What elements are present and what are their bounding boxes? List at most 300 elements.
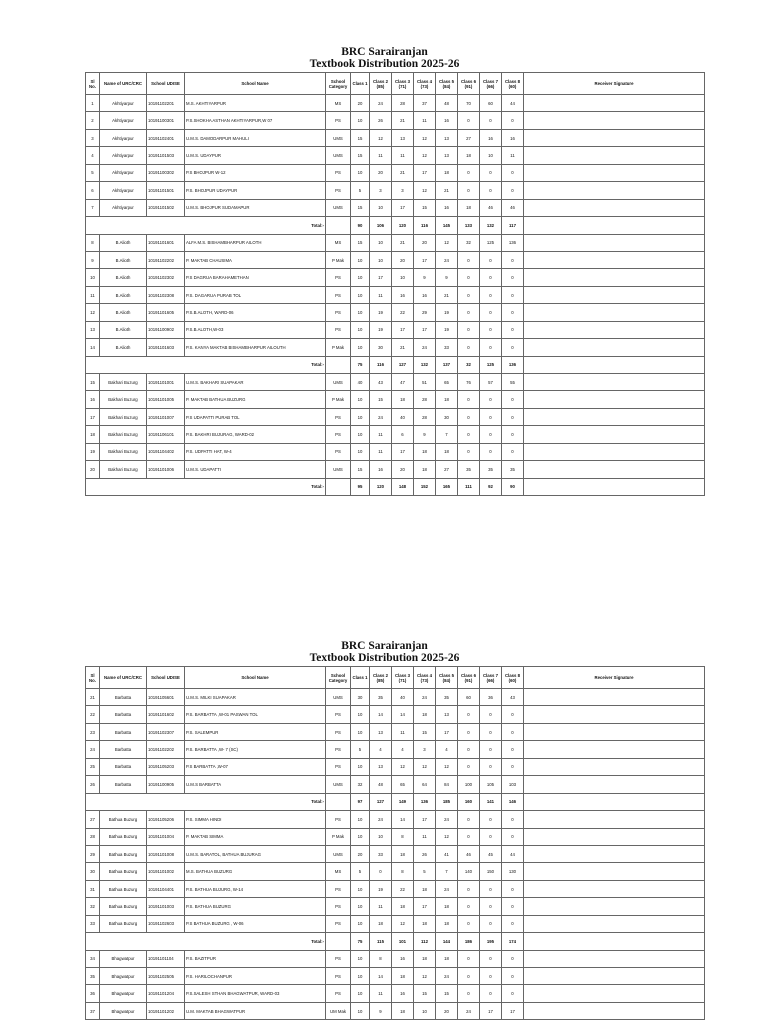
cell-class-7: 105 <box>480 776 502 793</box>
cell-category: UMS <box>326 776 351 793</box>
cell-urc: Barbatta <box>100 723 147 740</box>
table-row <box>86 234 705 251</box>
cell-class-3: 8 <box>392 828 414 845</box>
cell-class-7: 36 <box>480 689 502 706</box>
cell-class-7: 16 <box>480 129 502 146</box>
cell-sl: 32 <box>86 898 100 915</box>
cell-udise: 10191105206 <box>147 811 185 828</box>
cell-category: UMS <box>326 374 351 391</box>
cell-urc: Bhagwatpur <box>100 968 147 985</box>
cell-category: UMS <box>326 689 351 706</box>
cell-class-8: 0 <box>502 880 524 897</box>
total-class-5: 185 <box>436 793 458 810</box>
cell-sl: 5 <box>86 164 100 181</box>
cell-sl: 23 <box>86 723 100 740</box>
cell-urc: Bathua Buzurg <box>100 915 147 932</box>
table-row <box>86 374 705 391</box>
table-row <box>86 706 705 723</box>
cell-class-6: 0 <box>458 286 480 303</box>
cell-class-8: 0 <box>502 321 524 338</box>
cell-class-2: 0 <box>370 863 392 880</box>
cell-sl: 30 <box>86 863 100 880</box>
cell-class-4: 18 <box>414 915 436 932</box>
cell-class-4: 28 <box>414 391 436 408</box>
cell-class-2: 11 <box>370 147 392 164</box>
signature-cell <box>524 898 705 915</box>
cell-class-8: 0 <box>502 915 524 932</box>
cell-class-6: 0 <box>458 758 480 775</box>
cell-class-8: 0 <box>502 985 524 1002</box>
cell-class-2: 19 <box>370 304 392 321</box>
cell-class-5: 19 <box>436 304 458 321</box>
cell-class-3: 21 <box>392 339 414 356</box>
cell-class-2: 11 <box>370 286 392 303</box>
cell-school-name: U.M.S. DAMODARPUR MAHULI <box>185 129 326 146</box>
total-class-8: 174 <box>502 933 524 950</box>
total-row <box>86 933 705 950</box>
cell-class-6: 18 <box>458 147 480 164</box>
cell-category: PS <box>326 950 351 967</box>
cell-school-name: P.S UDAPATTI PURAB TOL <box>185 408 326 425</box>
cell-class-8: 103 <box>502 776 524 793</box>
cell-urc: Bathua Buzurg <box>100 845 147 862</box>
cell-sl: 2 <box>86 112 100 129</box>
cell-class-3: 14 <box>392 811 414 828</box>
cell-class-7: 0 <box>480 286 502 303</box>
signature-cell <box>524 758 705 775</box>
cell-school-name: P.S.B.ALOTH, WARD-06 <box>185 304 326 321</box>
cell-sl: 8 <box>86 234 100 251</box>
header-school-name: School Name <box>185 73 326 95</box>
signature-cell <box>524 234 705 251</box>
cell-class-1: 10 <box>351 339 370 356</box>
cell-sl: 15 <box>86 374 100 391</box>
table-row <box>86 304 705 321</box>
cell-sl: 1 <box>86 95 100 112</box>
cell-class-5: 9 <box>436 269 458 286</box>
cell-class-6: 60 <box>458 689 480 706</box>
cell-class-6: 0 <box>458 950 480 967</box>
cell-school-name: P.S. BAZITPUR <box>185 950 326 967</box>
cell-school-name: P.S DAGRUA BARAHAMETHAN <box>185 269 326 286</box>
cell-udise: 10191101503 <box>147 147 185 164</box>
cell-class-8: 43 <box>502 689 524 706</box>
report-subtitle: Textbook Distribution 2025-26 <box>309 652 460 664</box>
cell-class-8: 0 <box>502 391 524 408</box>
cell-class-4: 10 <box>414 1002 436 1019</box>
cell-urc: B.Alioth <box>100 321 147 338</box>
cell-class-4: 12 <box>414 147 436 164</box>
cell-class-7: 0 <box>480 321 502 338</box>
signature-cell <box>524 217 705 234</box>
cell-class-4: 12 <box>414 758 436 775</box>
cell-school-name: P.S. UDPATTI HAT, W-4 <box>185 443 326 460</box>
cell-class-1: 20 <box>351 845 370 862</box>
cell-category: UMS <box>326 147 351 164</box>
cell-class-4: 18 <box>414 880 436 897</box>
table-row <box>86 968 705 985</box>
signature-cell <box>524 95 705 112</box>
cell-class-7: 0 <box>480 706 502 723</box>
cell-urc: Akhtiyarpur <box>100 164 147 181</box>
cell-sl: 9 <box>86 251 100 268</box>
cell-class-4: 9 <box>414 269 436 286</box>
total-label: Total:- <box>86 478 326 495</box>
cell-school-name: P.S BARBATTA ,W-07 <box>185 758 326 775</box>
cell-urc: B.Alioth <box>100 234 147 251</box>
cell-udise: 10191101005 <box>147 391 185 408</box>
signature-cell <box>524 985 705 1002</box>
cell-class-8: 0 <box>502 443 524 460</box>
header-class-1: Class 1 <box>351 667 370 689</box>
cell-class-1: 30 <box>351 689 370 706</box>
cell-urc: Bhagwatpur <box>100 1002 147 1019</box>
cell-school-name: P. MAKTAB SIMMA <box>185 828 326 845</box>
cell-sl: 6 <box>86 182 100 199</box>
cell-class-2: 13 <box>370 723 392 740</box>
cell-class-6: 100 <box>458 776 480 793</box>
cell-class-2: 43 <box>370 374 392 391</box>
signature-cell <box>524 1002 705 1019</box>
cell-category: PS <box>326 706 351 723</box>
total-class-4: 132 <box>414 356 436 373</box>
cell-udise: 10191104401 <box>147 880 185 897</box>
cell-class-5: 16 <box>436 112 458 129</box>
cell-class-4: 18 <box>414 950 436 967</box>
cell-class-3: 20 <box>392 251 414 268</box>
table-row <box>86 863 705 880</box>
cell-class-3: 3 <box>392 182 414 199</box>
cell-class-1: 10 <box>351 269 370 286</box>
cell-class-3: 11 <box>392 147 414 164</box>
header-class-2: Class 2 (85) <box>370 667 392 689</box>
cell-class-7: 0 <box>480 182 502 199</box>
signature-cell <box>524 793 705 810</box>
total-class-1: 90 <box>351 217 370 234</box>
cell-class-3: 12 <box>392 758 414 775</box>
cell-class-5: 16 <box>436 199 458 216</box>
cell-school-name: U.M.S BARBATTA <box>185 776 326 793</box>
cell-class-1: 15 <box>351 234 370 251</box>
cell-class-5: 18 <box>436 391 458 408</box>
cell-class-6: 0 <box>458 985 480 1002</box>
cell-class-1: 10 <box>351 286 370 303</box>
cell-class-6: 0 <box>458 723 480 740</box>
cell-class-3: 40 <box>392 408 414 425</box>
total-class-6: 133 <box>458 217 480 234</box>
cell-class-1: 10 <box>351 391 370 408</box>
header-class-8: Class 8 (60) <box>502 73 524 95</box>
cell-class-1: 10 <box>351 880 370 897</box>
cell-udise: 10191101204 <box>147 985 185 1002</box>
cell-class-7: 0 <box>480 269 502 286</box>
table-row <box>86 251 705 268</box>
cell-class-6: 0 <box>458 915 480 932</box>
cell-class-1: 20 <box>351 95 370 112</box>
cell-class-3: 8 <box>392 863 414 880</box>
cell-category: MS <box>326 863 351 880</box>
total-class-6: 111 <box>458 478 480 495</box>
cell-class-5: 65 <box>436 374 458 391</box>
cell-class-3: 22 <box>392 880 414 897</box>
cell-urc: Bakhari Buzurg <box>100 443 147 460</box>
cell-udise: 10191101007 <box>147 408 185 425</box>
cell-class-5: 20 <box>436 1002 458 1019</box>
cell-class-5: 4 <box>436 741 458 758</box>
cell-class-2: 11 <box>370 985 392 1002</box>
cell-class-4: 64 <box>414 776 436 793</box>
cell-class-5: 12 <box>436 758 458 775</box>
cell-category: P Mak <box>326 251 351 268</box>
cell-class-8: 0 <box>502 723 524 740</box>
cell-class-7: 0 <box>480 968 502 985</box>
signature-cell <box>524 933 705 950</box>
cell-class-2: 24 <box>370 811 392 828</box>
cell-class-5: 21 <box>436 182 458 199</box>
cell-class-2: 18 <box>370 915 392 932</box>
cell-class-4: 17 <box>414 251 436 268</box>
cell-class-8: 136 <box>502 234 524 251</box>
cell-class-3: 18 <box>392 898 414 915</box>
cell-class-8: 16 <box>502 129 524 146</box>
signature-cell <box>524 915 705 932</box>
cell-udise: 10191101501 <box>147 182 185 199</box>
table-body <box>86 689 705 1020</box>
signature-cell <box>524 129 705 146</box>
signature-cell <box>524 426 705 443</box>
cell-urc: Akhtiyarpur <box>100 112 147 129</box>
cell-class-8: 11 <box>502 147 524 164</box>
cell-class-7: 0 <box>480 828 502 845</box>
cell-class-7: 0 <box>480 898 502 915</box>
cell-class-4: 16 <box>414 286 436 303</box>
cell-category: UMS <box>326 129 351 146</box>
cell-class-2: 9 <box>370 1002 392 1019</box>
cell-sl: 34 <box>86 950 100 967</box>
cell-class-6: 0 <box>458 880 480 897</box>
cell-class-5: 15 <box>436 985 458 1002</box>
cell-class-8: 0 <box>502 950 524 967</box>
table-row <box>86 391 705 408</box>
cell-class-6: 0 <box>458 408 480 425</box>
cell-urc: Akhtiyarpur <box>100 95 147 112</box>
total-class-5: 145 <box>436 217 458 234</box>
cell-class-7: 150 <box>480 863 502 880</box>
cell-udise: 10191102202 <box>147 251 185 268</box>
cell-school-name: P.S. SIMMA HINDI <box>185 811 326 828</box>
cell-urc: Bakhari Buzurg <box>100 426 147 443</box>
signature-cell <box>524 112 705 129</box>
cell-category: PS <box>326 741 351 758</box>
signature-cell <box>524 689 705 706</box>
total-class-1: 95 <box>351 478 370 495</box>
report-title: BRC Sarairanjan <box>341 46 428 58</box>
cell-class-8: 0 <box>502 758 524 775</box>
header-row <box>86 667 705 689</box>
cell-sl: 20 <box>86 461 100 478</box>
cell-class-5: 7 <box>436 863 458 880</box>
cell-class-2: 10 <box>370 251 392 268</box>
cell-class-3: 12 <box>392 915 414 932</box>
total-class-8: 117 <box>502 217 524 234</box>
cell-urc: Bathua Buzurg <box>100 898 147 915</box>
total-class-2: 127 <box>370 793 392 810</box>
table-row <box>86 95 705 112</box>
total-class-4: 116 <box>414 217 436 234</box>
cell-category: PS <box>326 304 351 321</box>
cell-sl: 24 <box>86 741 100 758</box>
signature-cell <box>524 845 705 862</box>
signature-cell <box>524 950 705 967</box>
total-class-3: 120 <box>392 217 414 234</box>
cell-sl: 29 <box>86 845 100 862</box>
table-row <box>86 339 705 356</box>
cell-class-3: 4 <box>392 741 414 758</box>
cell-class-7: 0 <box>480 723 502 740</box>
cell-urc: B.Alioth <box>100 304 147 321</box>
cell-class-5: 18 <box>436 164 458 181</box>
cell-urc: Bakhari Buzurg <box>100 408 147 425</box>
table-row <box>86 182 705 199</box>
cell-class-8: 0 <box>502 898 524 915</box>
cell-category: P Mak <box>326 391 351 408</box>
cell-sl: 33 <box>86 915 100 932</box>
total-class-5: 165 <box>436 478 458 495</box>
cell-category: PS <box>326 723 351 740</box>
total-class-7: 92 <box>480 478 502 495</box>
signature-cell <box>524 374 705 391</box>
cell-sl: 14 <box>86 339 100 356</box>
table-row <box>86 880 705 897</box>
cell-class-2: 24 <box>370 408 392 425</box>
cell-urc: Akhtiyarpur <box>100 182 147 199</box>
cell-class-1: 10 <box>351 304 370 321</box>
cell-school-name: U.M.S. BAKHARI SUAPAKAR <box>185 374 326 391</box>
cell-class-1: 10 <box>351 1002 370 1019</box>
cell-school-name: U.M.S. MILKI SUAPAKAR <box>185 689 326 706</box>
cell-class-5: 17 <box>436 723 458 740</box>
cell-school-name: P.S. KANYA MAKTAB BISHAMBHARPUR AILOUTH <box>185 339 326 356</box>
cell-sl: 10 <box>86 269 100 286</box>
cell-class-6: 0 <box>458 898 480 915</box>
cell-class-3: 20 <box>392 461 414 478</box>
cell-class-5: 33 <box>436 339 458 356</box>
cell-class-5: 18 <box>436 898 458 915</box>
cell-udise: 10191101601 <box>147 234 185 251</box>
cell-class-4: 18 <box>414 443 436 460</box>
cell-class-1: 15 <box>351 129 370 146</box>
header-category: School Category <box>326 667 351 689</box>
cell-class-1: 10 <box>351 408 370 425</box>
cell-class-8: 0 <box>502 251 524 268</box>
cell-class-4: 18 <box>414 706 436 723</box>
header-class-7: Class 7 (66) <box>480 73 502 95</box>
cell-class-8: 0 <box>502 304 524 321</box>
cell-class-1: 10 <box>351 321 370 338</box>
report-title: BRC Sarairanjan <box>341 640 428 652</box>
cell-class-3: 11 <box>392 723 414 740</box>
cell-class-1: 10 <box>351 251 370 268</box>
cell-class-1: 10 <box>351 828 370 845</box>
cell-class-6: 0 <box>458 706 480 723</box>
signature-cell <box>524 863 705 880</box>
cell-school-name: P.S. DAGARUA PURAB TOL <box>185 286 326 303</box>
cell-school-name: P.S. BAKHRI BUJURAG, WARD-02 <box>185 426 326 443</box>
cell-class-4: 5 <box>414 863 436 880</box>
table-row <box>86 758 705 775</box>
cell-udise: 10191101004 <box>147 828 185 845</box>
signature-cell <box>524 443 705 460</box>
header-urc: Name of URC/CRC <box>100 73 147 95</box>
cell-class-4: 37 <box>414 95 436 112</box>
cell-sl: 25 <box>86 758 100 775</box>
header-class-1: Class 1 <box>351 73 370 95</box>
signature-cell <box>524 147 705 164</box>
total-class-2: 115 <box>370 933 392 950</box>
cell-class-8: 44 <box>502 95 524 112</box>
cell-class-5: 24 <box>436 968 458 985</box>
total-row <box>86 793 705 810</box>
cell-class-6: 0 <box>458 304 480 321</box>
cell-class-3: 28 <box>392 95 414 112</box>
cell-sl: 18 <box>86 426 100 443</box>
cell-urc: Bathua Buzurg <box>100 811 147 828</box>
signature-cell <box>524 356 705 373</box>
cell-urc: B.Alioth <box>100 339 147 356</box>
cell-category: PS <box>326 286 351 303</box>
total-class-3: 127 <box>392 356 414 373</box>
header-class-2: Class 2 (85) <box>370 73 392 95</box>
cell-class-7: 0 <box>480 112 502 129</box>
total-row <box>86 217 705 234</box>
cell-class-7: 35 <box>480 461 502 478</box>
cell-class-3: 65 <box>392 776 414 793</box>
cell-class-5: 12 <box>436 828 458 845</box>
cell-class-4: 3 <box>414 741 436 758</box>
cell-udise: 10191101003 <box>147 898 185 915</box>
cell-urc: Bakhari Buzurg <box>100 374 147 391</box>
cell-urc: Bhagwatpur <box>100 985 147 1002</box>
cell-class-3: 10 <box>392 269 414 286</box>
cell-class-8: 17 <box>502 1002 524 1019</box>
table-row <box>86 985 705 1002</box>
cell-class-4: 20 <box>414 234 436 251</box>
cell-class-6: 0 <box>458 112 480 129</box>
cell-class-4: 24 <box>414 689 436 706</box>
cell-urc: Barbatta <box>100 741 147 758</box>
cell-class-2: 15 <box>370 391 392 408</box>
cell-class-6: 140 <box>458 863 480 880</box>
cell-class-4: 12 <box>414 182 436 199</box>
cell-class-8: 0 <box>502 286 524 303</box>
header-row <box>86 73 705 95</box>
cell-class-6: 0 <box>458 811 480 828</box>
cell-class-6: 0 <box>458 251 480 268</box>
total-class-1: 75 <box>351 356 370 373</box>
signature-cell <box>524 828 705 845</box>
cell-class-5: 13 <box>436 129 458 146</box>
cell-class-1: 15 <box>351 199 370 216</box>
cell-class-1: 15 <box>351 147 370 164</box>
cell-category: PS <box>326 408 351 425</box>
cell-class-3: 21 <box>392 234 414 251</box>
cell-class-8: 0 <box>502 164 524 181</box>
cell-sl: 12 <box>86 304 100 321</box>
table-row <box>86 898 705 915</box>
cell-class-1: 10 <box>351 950 370 967</box>
cell-sl: 13 <box>86 321 100 338</box>
total-class-7: 195 <box>480 933 502 950</box>
